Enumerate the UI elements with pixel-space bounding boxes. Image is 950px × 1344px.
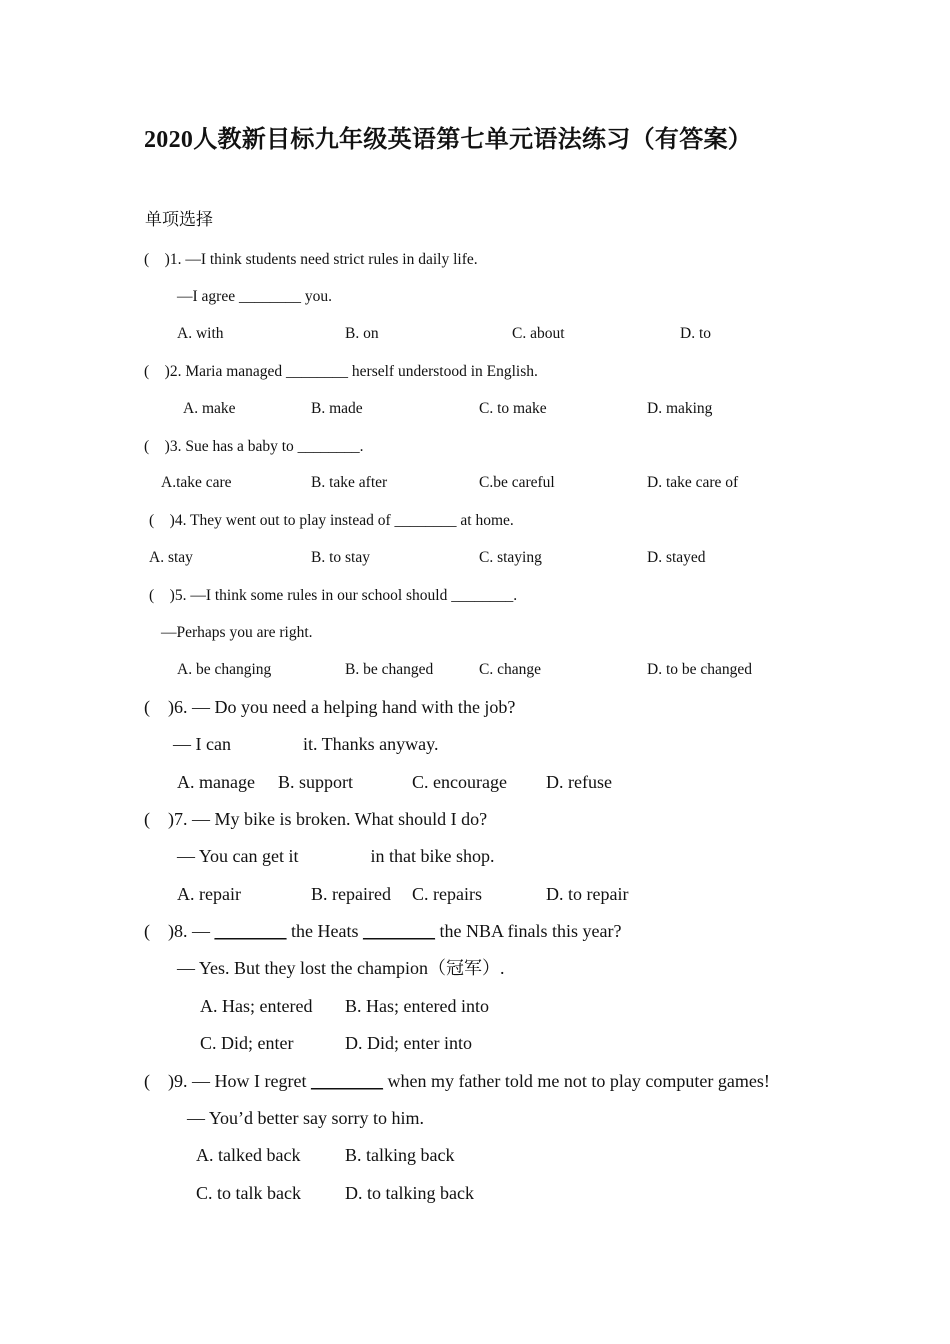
question-4-option-c: C. staying [479,549,542,566]
question-5-option-d: D. to be changed [647,661,753,678]
question-3-option-c: C.be careful [479,474,555,491]
question-2-option-b: B. made [311,400,363,417]
question-6-line-2: — I can it. Thanks anyway. [173,734,439,754]
question-9-line-2: — You’d better say sorry to him. [187,1108,424,1128]
question-7-option-d: D. to repair [546,884,629,904]
question-4-option-a: A. stay [149,549,193,566]
question-3-stem: ( )3. Sue has a baby to ________. [144,438,364,455]
question-7-option-b: B. repaired [311,884,391,904]
question-8-prefix: ( )8. — [144,921,215,941]
question-8-line-2: — Yes. But they lost the champion（冠军）. [177,958,505,978]
question-3-option-a: A.take care [161,474,232,491]
question-8-blank-1: ________ [214,921,287,941]
page-title: 2020人教新目标九年级英语第七单元语法练习（有答案） [144,127,753,153]
question-6-option-b: B. support [278,772,354,792]
question-1-stem: ( )1. —I think students need strict rules in daily life. [144,251,478,268]
question-1-option-b: B. on [345,325,379,342]
question-7-option-c: C. repairs [412,884,482,904]
question-1-line-2: —I agree ________ you. [177,288,332,305]
question-6-option-c: C. encourage [412,772,507,792]
question-5-stem: ( )5. —I think some rules in our school should ________. [149,587,518,604]
question-9-option-d: D. to talking back [345,1183,474,1203]
question-8-option-b: B. Has; entered into [345,996,489,1016]
question-7-line-2: — You can get it in that bike shop. [177,846,495,866]
question-9-stem [144,1072,770,1090]
question-4-stem: ( )4. They went out to play instead of ________ at home. [149,512,514,529]
question-2-option-d: D. making [647,400,713,417]
question-6-option-a: A. manage [177,772,255,792]
question-2-option-c: C. to make [479,400,547,417]
question-3-option-d: D. take care of [647,474,739,491]
question-2-option-a: A. make [183,400,236,417]
question-9-suffix: when my father told me not to play computer games! [382,1071,770,1091]
question-6-stem: ( )6. — Do you need a helping hand with the job? [144,697,516,717]
question-1-option-c: C. about [512,325,565,342]
question-4-option-b: B. to stay [311,549,370,566]
question-8-suffix: the NBA finals this year? [434,921,622,941]
question-1-option-d: D. to [680,325,711,342]
question-7-stem: ( )7. — My bike is broken. What should I do? [144,809,488,829]
question-6-option-d: D. refuse [546,772,612,792]
question-5-option-c: C. change [479,661,541,678]
question-8-option-c: C. Did; enter [200,1033,294,1053]
question-8-blank-2: ________ [362,921,435,941]
question-9-option-c: C. to talk back [196,1183,301,1203]
question-7-option-a: A. repair [177,884,241,904]
question-3-option-b: B. take after [311,474,388,491]
question-1-option-a: A. with [177,325,224,342]
question-8-mid: the Heats [286,921,363,941]
section-heading: 单项选择 [145,210,213,229]
question-5-line-2: —Perhaps you are right. [161,624,313,641]
question-5-option-b: B. be changed [345,661,434,678]
question-4-option-d: D. stayed [647,549,706,566]
question-8-stem [144,922,621,940]
question-9-option-b: B. talking back [345,1145,455,1165]
question-2-stem: ( )2. Maria managed ________ herself understood in English. [144,363,538,380]
question-5-option-a: A. be changing [177,661,272,678]
question-8-option-d: D. Did; enter into [345,1033,472,1053]
question-8-option-a: A. Has; entered [200,996,313,1016]
question-9-blank: ________ [310,1071,383,1091]
question-9-prefix: ( )9. — How I regret [144,1071,311,1091]
question-9-option-a: A. talked back [196,1145,301,1165]
